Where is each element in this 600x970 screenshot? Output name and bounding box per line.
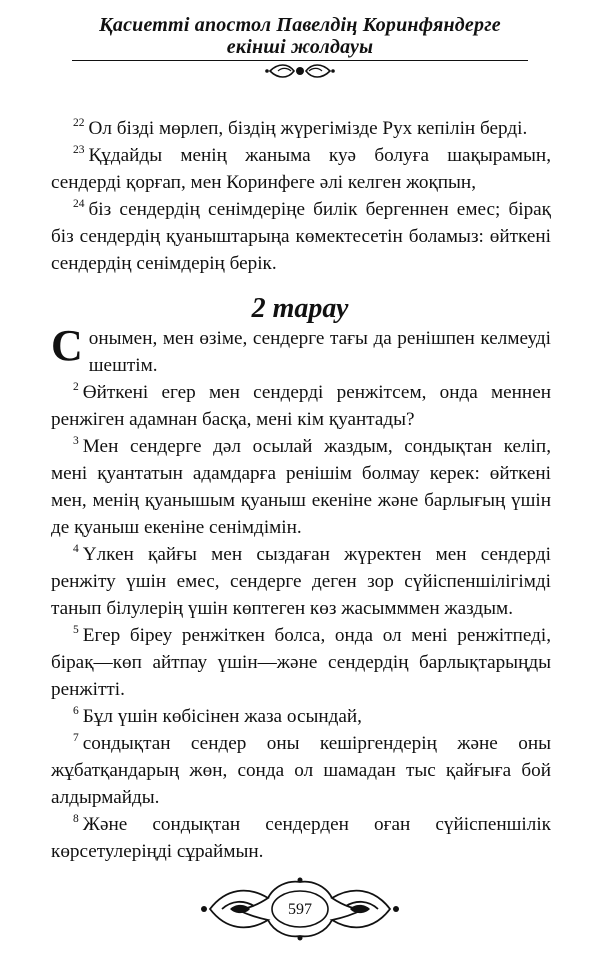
verse-text: Мен сендерге дәл осылай жаздым, сондықтан келіп, мені қуантатын адамдарға ренішім болмау керек: өйткені мен, менің қуанышым қуаныш екеніне және барлығың үшін де қуаныш екеніне сенімдімін. (51, 436, 551, 538)
verse-number: 4 (73, 543, 79, 555)
page-number: 597 (288, 901, 312, 918)
verse-text: Және сондықтан сендерден оған сүйіспеншілік көрсетулеріңді сұраймын. (51, 814, 551, 862)
verse-text: Бұл үшін көбісінен жаза осындай, (82, 706, 362, 727)
running-header (60, 14, 540, 58)
verse-text: онымен, мен өзіме, сендерге тағы да ренішпен келмеуді шештім. (88, 328, 551, 376)
verse-text: Құдайды менің жаныма куә болуға шақырамын, сендерді қорғап, мен Коринфеге әлі келген жоқпын, (51, 145, 551, 193)
drop-cap: С (51, 321, 83, 370)
verse-text: сондықтан сендер оны кешіргендерің және оны жұбатқандарың жөн, сонда ол шамадан тыс қайғыға бой алдырмайды. (51, 733, 551, 808)
verse-1 (51, 321, 551, 379)
verse-4 (51, 541, 551, 622)
verse-number: 8 (73, 813, 79, 825)
verse-number: 23 (73, 144, 85, 156)
chapter-heading: 2 тарау (251, 293, 349, 324)
verse-number: 22 (73, 117, 85, 129)
verse-text: Үлкен қайғы мен сыздаған жүректен мен сендерді ренжіту үшін емес, сендерге деген зор сүйіспеншілігімді танып білулерің үшін көптеген көз жасымммен жаздым. (51, 544, 551, 619)
verse-number: 2 (73, 381, 79, 393)
verse-text: Өйткені егер мен сендерді ренжітсем, онда меннен ренжіген адамнан басқа, мені кім қуантады? (51, 382, 551, 430)
verse-number: 6 (73, 705, 79, 717)
verse-22 (51, 115, 551, 142)
verse-number: 3 (73, 435, 79, 447)
verse-24 (51, 196, 551, 277)
verse-number: 7 (73, 732, 79, 744)
header-ornament-icon (264, 62, 336, 80)
chapter-1-ending (51, 115, 551, 277)
verse-6 (51, 703, 551, 730)
verse-23 (51, 142, 551, 196)
header-rule (72, 60, 528, 61)
verse-text: біз сендердің сенімдеріңе билік бергеннен емес; бірақ біз сендердің қуаныштарыңа көмектесетін боламыз: өйткені сендердің сенімдерің берік. (51, 199, 551, 274)
verse-7 (51, 730, 551, 811)
verse-3 (51, 433, 551, 541)
header-title-line-1: Қасиетті апостол Павелдің Коринфяндерге (99, 14, 501, 36)
verse-text: Ол бізді мөрлеп, біздің жүрегімізде Рух кепілін берді. (88, 118, 528, 139)
verse-number: 24 (73, 198, 85, 210)
header-title-line-2: екінші жолдауы (226, 36, 374, 58)
verse-5 (51, 622, 551, 703)
chapter-2-body (51, 321, 551, 865)
verse-text: Егер біреу ренжіткен болса, онда ол мені ренжітпеді, бірақ—көп айтпау үшін—және сендердің барлықтарыңды ренжітті. (51, 625, 551, 700)
verse-2 (51, 379, 551, 433)
verse-number: 5 (73, 624, 79, 636)
verse-8 (51, 811, 551, 865)
